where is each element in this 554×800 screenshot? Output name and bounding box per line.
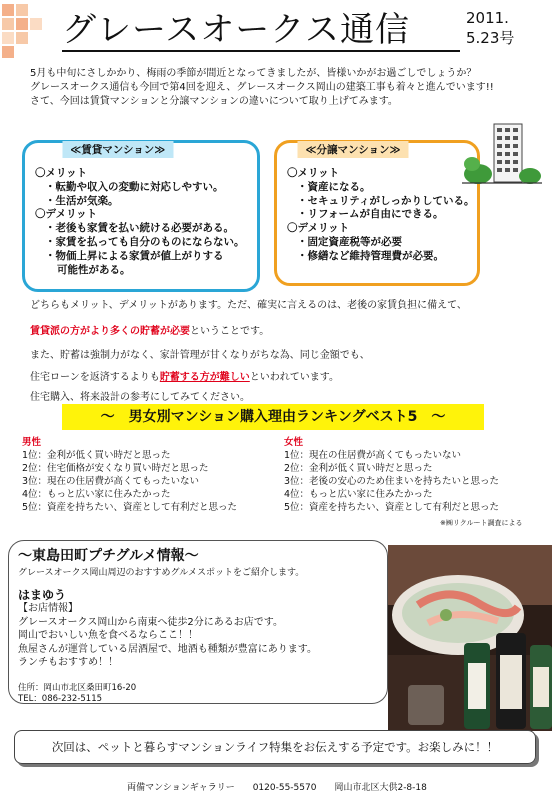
condo-demerit: ・修繕など維持管理費が必要。 xyxy=(297,249,444,262)
ranking-item: 3位：老後の安心のため住まいを持ちたいと思った xyxy=(284,476,500,487)
mid-line: どちらもメリット、デメリットがあります。ただ、確実に言えるのは、老後の家賃負担に備えて、 xyxy=(30,300,467,311)
gourmet-title: ～東島田町プチグルメ情報～ xyxy=(18,548,199,564)
intro-line: 5月も中旬にさしかかり、梅雨の季節が間近となってきましたが、皆様いかがお過ごしでしょうか？ xyxy=(30,68,477,79)
rental-body xyxy=(35,167,251,277)
condo-merit: ・資産になる。 xyxy=(297,180,371,193)
restaurant-contact xyxy=(18,683,136,705)
rental-merit-label: 〇メリット xyxy=(35,167,88,179)
condo-merit: ・セキュリティがしっかりしている。 xyxy=(297,194,475,207)
food-photo-image xyxy=(388,545,552,731)
condo-box xyxy=(274,140,480,286)
mid-line-rest: といわれています。 xyxy=(249,372,340,383)
rental-demerit: ・家賃を払っても自分のものにならない。 xyxy=(45,235,245,248)
ranking-item: 4位：もっと広い家に住みたかった xyxy=(284,489,433,500)
mid-line xyxy=(30,322,269,337)
rental-merit: ・転勤や収入の変動に対応しやすい。 xyxy=(45,180,224,193)
ranking-source: ※㈱リクルート調査による xyxy=(440,519,523,527)
mid-line: また、貯蓄は強制力がなく、家計管理が甘くなりがちな為、同じ金額でも、 xyxy=(30,350,370,361)
condo-demerit: ・固定資産税等が必要 xyxy=(297,235,402,248)
intro-line: さて、今回は賃貸マンションと分譲マンションの違いについて取り上げてみます。 xyxy=(30,96,398,107)
condo-body xyxy=(287,167,475,264)
info-line: 魚屋さんが運営している居酒屋で、地酒も種類が豊富にあります。 xyxy=(18,643,317,655)
mid-line-pre: 住宅ローンを返済するよりも xyxy=(30,372,160,383)
condo-header: ≪分譲マンション≫ xyxy=(297,141,408,158)
rental-demerit-cont: 可能性がある。 xyxy=(57,263,131,276)
rental-box xyxy=(22,140,260,292)
issue-day: 5.23号 xyxy=(466,29,515,47)
mid-highlight: 賃貸派の方がより多くの貯蓄が必要 xyxy=(30,326,190,337)
rental-demerit: ・物価上昇による家賃が値上がりする xyxy=(45,249,224,262)
mid-highlight: 貯蓄する方が難しい xyxy=(159,372,250,383)
condo-demerit-label: 〇デメリット xyxy=(287,222,350,235)
restaurant-address: 住所：岡山市北区桑田町16-20 xyxy=(18,683,137,693)
ranking-banner: ～ 男女別マンション購入理由ランキングベスト5 ～ xyxy=(62,404,484,430)
ranking-item: 1位：現在の住居費が高くてもったいない xyxy=(284,450,462,461)
intro-text xyxy=(30,67,530,109)
rental-merit: ・生活が気楽。 xyxy=(45,194,119,207)
info-line: グレースオークス岡山から南東へ徒歩2分にあるお店です。 xyxy=(18,616,283,628)
condo-merit-label: 〇メリット xyxy=(287,167,340,179)
ranking-female-label: 女性 xyxy=(284,437,304,448)
intro-line: グレースオークス通信も今回で第4回を迎え、グレースオークス岡山の建築工事も着々と進んでいます!! xyxy=(30,82,494,93)
title-underline xyxy=(62,50,460,52)
footer-contact: 両備マンションギャラリー 0120-55-5570 岡山市北区大供2-8-18 xyxy=(127,783,427,793)
ranking-item: 2位：金利が低く買い時だと思った xyxy=(284,463,433,474)
ranking-item: 4位：もっと広い家に住みたかった xyxy=(22,489,171,500)
ranking-female xyxy=(284,436,499,514)
building-illustration-icon xyxy=(462,120,542,190)
newsletter-title: グレースオークス通信 xyxy=(62,10,410,50)
rental-demerit-label: 〇デメリット xyxy=(35,208,98,221)
rental-demerit: ・老後も家賃を払い続ける必要がある。 xyxy=(45,222,234,235)
ranking-item: 2位：住宅価格が安くなり買い時だと思った xyxy=(22,463,209,474)
next-issue-notice: 次回は、ペットと暮らすマンションライフ特集をお伝えする予定です。お楽しみに！！ xyxy=(14,730,536,764)
mid-line-rest: ということです。 xyxy=(190,326,270,337)
corner-block-decoration xyxy=(0,0,48,64)
rental-header: ≪賃貸マンション≫ xyxy=(62,141,173,158)
issue-year: 2011. xyxy=(466,9,509,27)
gourmet-subtitle: グレースオークス岡山周辺のおすすめグルメスポットをご紹介します。 xyxy=(18,568,305,578)
info-line: 岡山でおいしい魚を食べるならここ！！ xyxy=(18,630,198,641)
ranking-male xyxy=(22,436,237,514)
ranking-item: 5位：資産を持ちたい、資産として有利だと思った xyxy=(22,502,238,513)
restaurant-tel: TEL：086-232-5115 xyxy=(18,694,103,704)
restaurant-name: はまゆう xyxy=(18,588,67,602)
mid-line: 住宅購入、将来設計の参考にしてみてください。 xyxy=(30,392,250,403)
ranking-item: 5位：資産を持ちたい、資産として有利だと思った xyxy=(284,502,500,513)
ranking-item: 1位：金利が低く買い時だと思った xyxy=(22,450,171,461)
restaurant-info xyxy=(18,602,317,670)
ranking-male-label: 男性 xyxy=(22,437,42,448)
ranking-item: 3位：現在の住居費が高くてもったいない xyxy=(22,476,200,487)
issue-date xyxy=(466,8,514,48)
info-line: ランチもおすすめ！！ xyxy=(18,657,119,668)
mid-line xyxy=(30,368,339,383)
condo-merit: ・リフォームが自由にできる。 xyxy=(297,208,444,221)
info-line: 【お店情報】 xyxy=(18,603,78,614)
